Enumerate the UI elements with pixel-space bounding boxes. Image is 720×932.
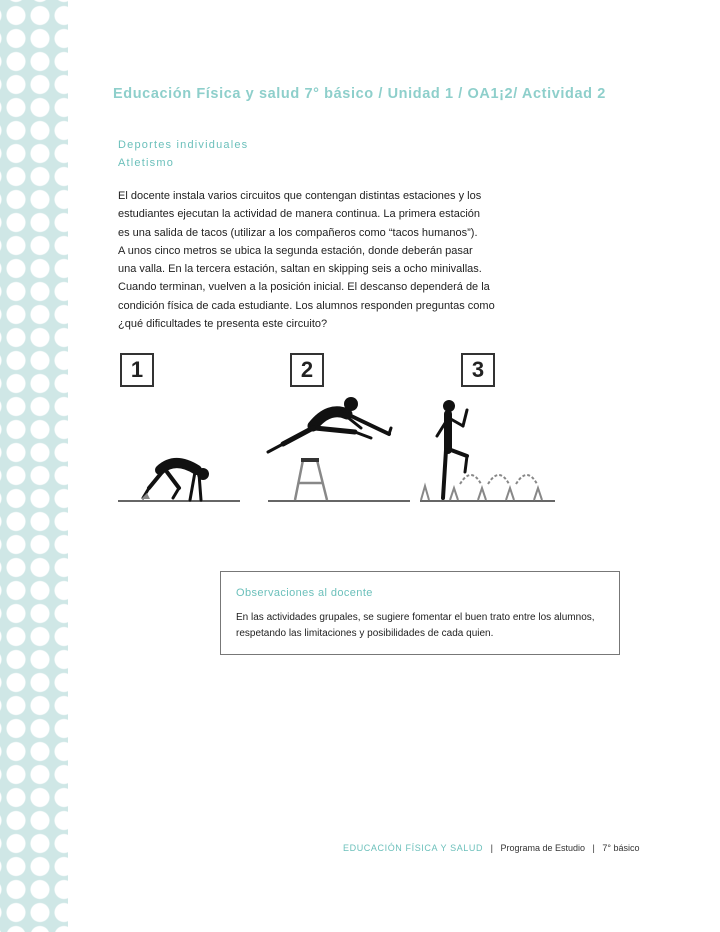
skipping-athlete-icon: [437, 400, 467, 498]
decorative-side-strip: [0, 0, 74, 932]
section-discipline: Atletismo: [118, 157, 175, 169]
footer-separator: |: [490, 843, 493, 853]
station-number-3: 3: [461, 353, 495, 387]
footer-separator: |: [592, 843, 595, 853]
note-text: [236, 610, 608, 642]
note-title: Observaciones al docente: [236, 587, 373, 599]
athletes-drawing: [115, 348, 565, 518]
activity-description: [118, 187, 528, 333]
body-line: A unos cinco metros se ubica la segunda estación, donde deberán pasar: [118, 244, 473, 257]
body-line: ¿qué dificultades te presenta este circuito?: [118, 318, 328, 331]
crouch-start-athlete-icon: [141, 463, 209, 500]
station-number-1: 1: [120, 353, 154, 387]
body-line: condición física de cada estudiante. Los alumnos responden preguntas como: [118, 299, 495, 312]
note-line: respetando las limitaciones y posibilidades de cada quien.: [236, 628, 494, 639]
body-line: Cuando terminan, vuelven a la posición inicial. El descanso dependerá de la: [118, 281, 490, 294]
hurdle-jump-athlete-icon: [268, 397, 391, 452]
mini-hurdles-icon: [421, 475, 542, 500]
circuit-illustration: [115, 348, 565, 518]
footer-program: Programa de Estudio: [500, 843, 586, 853]
page-footer: [343, 843, 640, 853]
teacher-notes-box: [220, 571, 620, 655]
hurdle-icon: [295, 460, 327, 500]
note-line: En las actividades grupales, se sugiere fomentar el buen trato entre los alumnos,: [236, 612, 595, 623]
body-line: es una salida de tacos (utilizar a los compañeros como “tacos humanos”).: [118, 226, 478, 239]
footer-subject: EDUCACIÓN FÍSICA Y SALUD: [343, 843, 484, 853]
body-line: El docente instala varios circuitos que contengan distintas estaciones y los: [118, 190, 482, 202]
body-line: estudiantes ejecutan la actividad de manera continua. La primera estación: [118, 208, 481, 221]
station-number-2: 2: [290, 353, 324, 387]
body-line: una valla. En la tercera estación, saltan en skipping seis a ocho minivallas.: [118, 263, 482, 276]
footer-grade: 7° básico: [602, 843, 640, 853]
section-sport: Deportes individuales: [118, 139, 249, 151]
page-title: Educación Física y salud 7° básico / Unidad 1 / OA1¡2/ Actividad 2: [113, 86, 606, 102]
